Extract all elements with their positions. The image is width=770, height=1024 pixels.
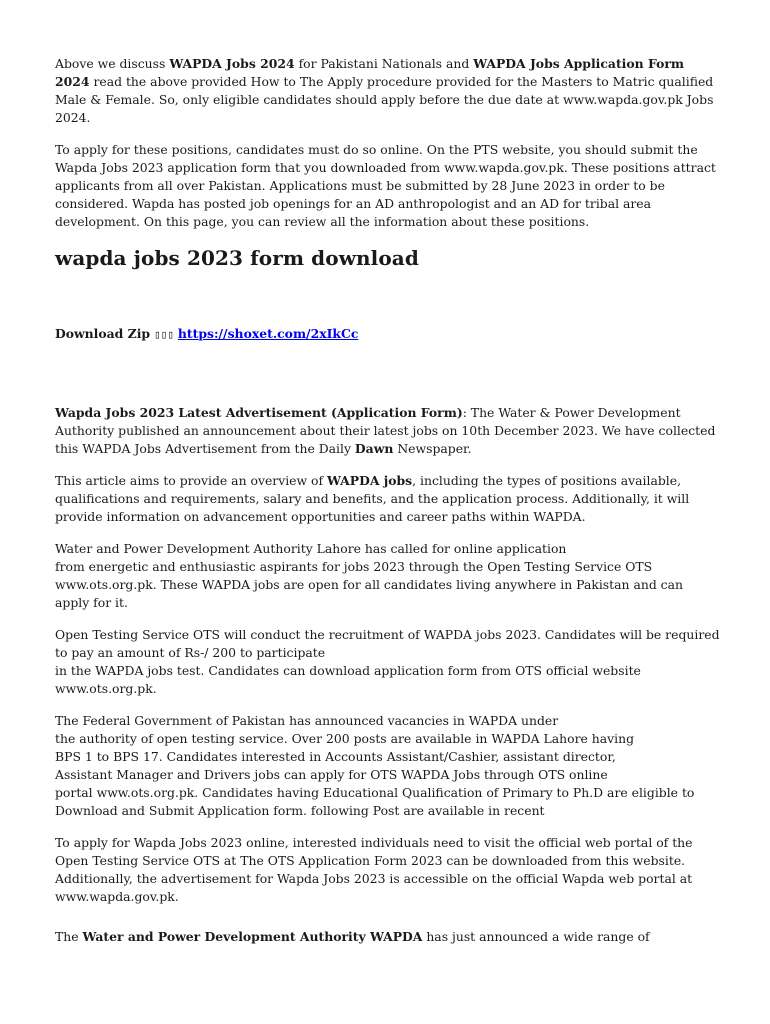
announcement-text-1: The	[55, 929, 83, 944]
overview-text-2: , including the types of positions available, qualifications and requirements, salary and benefits, and the application process. Additionally, it will provide information on advancement opportunities and career paths within WAPDA.	[55, 473, 690, 524]
federal-line-4: Assistant Manager and Drivers jobs can apply for OTS WAPDA Jobs through OTS online	[55, 767, 608, 782]
federal-line-5: portal www.ots.org.pk. Candidates having Educational Qualification of Primary to Ph.D are eligible to Download and Submit Application form. following Post are available in recent	[55, 785, 695, 818]
intro-text-2: for Pakistani Nationals and	[294, 56, 474, 71]
announcement-text-2: has just announced a wide range of	[422, 929, 650, 944]
advertisement-paragraph	[55, 404, 720, 458]
section-heading: wapda jobs 2023 form download	[55, 246, 419, 270]
overview-bold: WAPDA jobs	[327, 473, 413, 488]
ots-line-1: Open Testing Service OTS will conduct the recruitment of WAPDA jobs 2023. Candidates will be required to pay an amount of Rs-/ 200 to participate	[55, 627, 720, 660]
federal-line-2: the authority of open testing service. Over 200 posts are available in WAPDA Lahore having	[55, 731, 635, 746]
download-link[interactable]: https://shoxet.com/2xIkCc	[177, 326, 359, 341]
advertisement-bold-title: Wapda Jobs 2023 Latest Advertisement (Application Form)	[55, 405, 463, 420]
intro-bold-2: WAPDA Jobs Application Form 2024	[55, 56, 684, 89]
federal-line-3: BPS 1 to BPS 17. Candidates interested in Accounts Assistant/Cashier, assistant director,	[55, 749, 616, 764]
advertisement-bold-dawn: Dawn	[354, 441, 394, 456]
intro-text-3: read the above provided How to The Apply procedure provided for the Masters to Matric qualified Male & Female. So, only eligible candidates should apply before the due date at www.wapda.gov.pk Jobs 2024.	[55, 74, 714, 125]
apply-portal-paragraph: To apply for Wapda Jobs 2023 online, interested individuals need to visit the official web portal of the Open Testing Service OTS at The OTS Application Form 2023 can be downloaded from this website. Additionally, the advertisement for Wapda Jobs 2023 is accessible on the official Wapda web portal at www.wapda.gov.pk.	[55, 835, 693, 904]
federal-line-1: The Federal Government of Pakistan has announced vacancies in WAPDA under	[55, 713, 559, 728]
document-page	[55, 55, 720, 960]
spacer	[55, 344, 720, 404]
lahore-paragraph	[55, 540, 720, 612]
advertisement-text-2: Newspaper.	[393, 441, 472, 456]
arrow-glyphs-icon: ▯▯▯	[154, 328, 174, 341]
ots-recruitment-paragraph	[55, 626, 720, 698]
overview-paragraph	[55, 472, 720, 526]
ots-line-2: in the WAPDA jobs test. Candidates can download application form from OTS official website www.ots.org.pk.	[55, 663, 641, 696]
download-line	[55, 325, 720, 344]
wapda-announcement-paragraph	[55, 928, 720, 946]
download-label: Download Zip	[55, 326, 151, 341]
intro-text-1: Above we discuss	[55, 56, 170, 71]
announcement-bold: Water and Power Development Authority WAPDA	[82, 929, 423, 944]
advertisement-text-1: : The Water & Power Development Authority published an announcement about their latest jobs on 10th December 2023. We have collected this WAPDA Jobs Advertisement from the Daily	[55, 405, 716, 456]
lahore-line-1: Water and Power Development Authority Lahore has called for online application	[55, 541, 567, 556]
apply-online-paragraph: To apply for these positions, candidates must do so online. On the PTS website, you should submit the Wapda Jobs 2023 application form that you downloaded from www.wapda.gov.pk. These positions attract applicants from all over Pakistan. Applications must be submitted by 28 June 2023 in order to be considered. Wapda has posted job openings for an AD anthropologist and an AD for tribal area development. On this page, you can review all the information about these positions.	[55, 142, 716, 229]
overview-text-1: This article aims to provide an overview of	[55, 473, 328, 488]
federal-government-paragraph	[55, 712, 720, 820]
lahore-line-2: from energetic and enthusiastic aspirants for jobs 2023 through the Open Testing Service OTS www.ots.org.pk. These WAPDA jobs are open for all candidates living anywhere in Pakistan and can apply for it.	[55, 559, 683, 610]
intro-bold-1: WAPDA Jobs 2024	[169, 56, 295, 71]
intro-paragraph	[55, 55, 720, 127]
